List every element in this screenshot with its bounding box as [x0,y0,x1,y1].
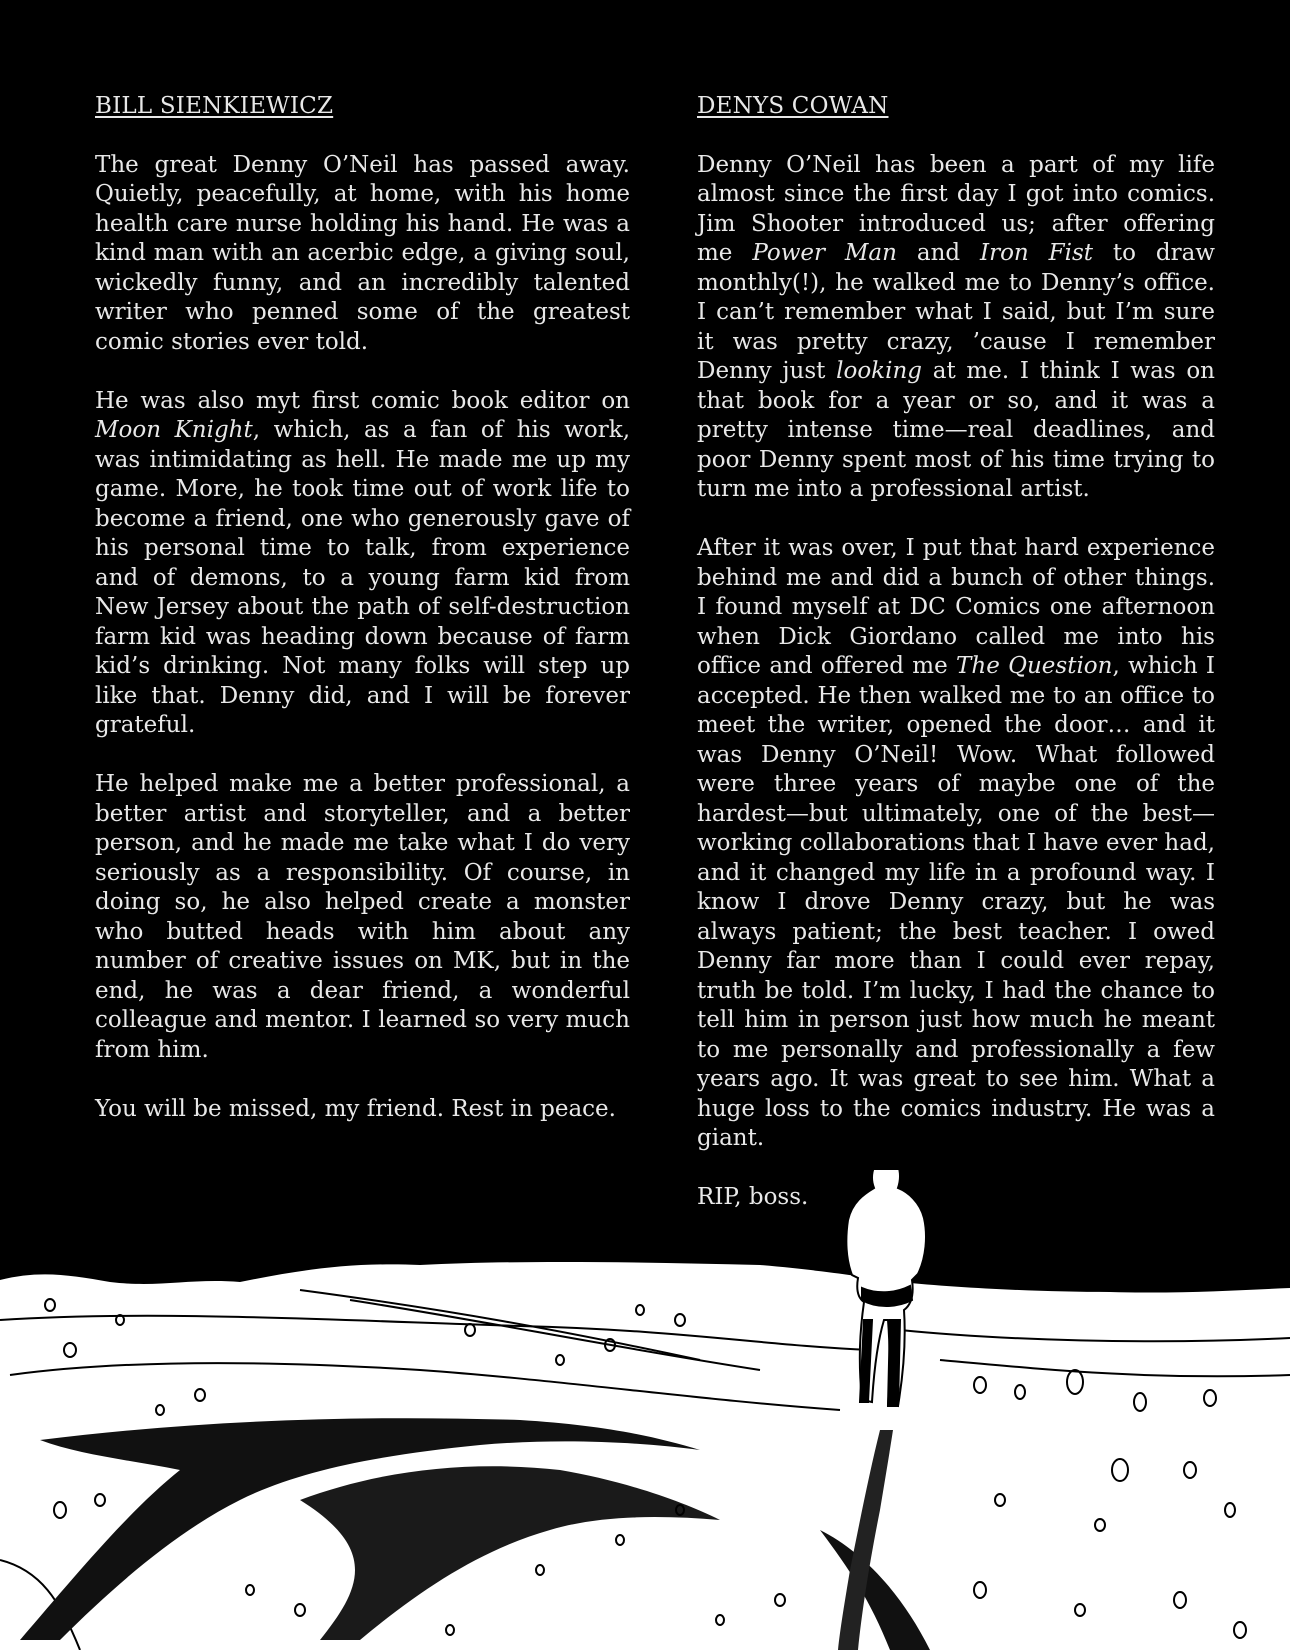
cowan-paragraph-1 [697,151,1215,505]
text: , which I accepted. He then walked me to an office to meet the writer, opened the door… and it was Denny O’Neil! Wow. What followed were three years of maybe one of the hardest—but ultimately, one of the best—working collaborations that I have ever had, and it changed my life in a profound way. I know I drove Denny crazy, but he was always patient; the best teacher. I owed Denny far more than I could ever repay, truth be told. I’m lucky, I had the chance to tell him in person just how much he meant to me personally and professionally a few years ago. It was great to see him. What a huge loss to the comics industry. He was a giant. [697,653,1216,1151]
sienkiewicz-column [95,92,630,1154]
title-iron-fist: Iron Fist [980,240,1093,266]
sienkiewicz-paragraph-4: You will be missed, my friend. Rest in peace. [95,1095,616,1122]
sienkiewicz-heading: BILL SIENKIEWICZ [95,93,334,119]
sienkiewicz-paragraph-3: He helped make me a better professional, a better artist and storyteller, and a better person, and he made me take what I do very seriously as a responsibility. Of course, in doing so, he also helped create a monster who butted heads with him about any number of creative issues on MK, but in the end, he was a dear friend, a wonderful colleague and mentor. I learned so very much from him. [95,771,630,1063]
title-power-man: Power Man [752,240,897,266]
cowan-heading: DENYS COWAN [697,93,889,119]
text: Denny O’Neil has been a part of my life almost since the first day I got into comics. Jim Shooter introduced us; after offering me [697,151,1215,266]
title-the-question: The Question [956,653,1113,679]
text: After it was over, I put that hard experience behind me and did a bunch of other things. I found myself at DC Comics one afternoon when Dick Giordano called me into his office and offered me [697,535,1215,679]
text: and [896,240,980,266]
sienkiewicz-paragraph-1: The great Denny O’Neil has passed away. Quietly, peacefully, at home, with his home health care nurse holding his hand. He was a kind man with an acerbic edge, a giving soul, wickedly funny, and an incredibly talented writer who penned some of the greatest comic stories ever told. [95,151,630,355]
cowan-column [697,92,1215,1242]
cowan-paragraph-2 [697,534,1215,1154]
cowan-paragraph-3: RIP, boss. [697,1184,809,1210]
title-moon-knight: Moon Knight [95,417,253,443]
snowfield-illustration [0,1170,1290,1650]
text: to draw monthly(!), he walked me to Denny’s office. I can’t remember what I said, but I’m sure it was pretty crazy, ’cause I remember Denny just [697,240,1215,384]
text: at me. I think I was on that book for a year or so, and it was a pretty intense time—real deadlines, and poor Denny spent most of his time trying to turn me into a professional artist. [697,358,1215,502]
emphasis-looking: looking [836,358,923,384]
text: He was also myt first comic book editor on [95,387,630,414]
text: , which, as a fan of his work, was intimidating as hell. He made me up my game. More, he took time out of work life to become a friend, one who generously gave of his personal time to talk, from experience and of demons, to a young farm kid from New Jersey about the path of self-destruction farm kid was heading down because of farm kid’s drinking. Not many folks will step up like that. Denny did, and I will be forever grateful. [95,417,631,738]
sienkiewicz-paragraph-2 [95,387,630,741]
